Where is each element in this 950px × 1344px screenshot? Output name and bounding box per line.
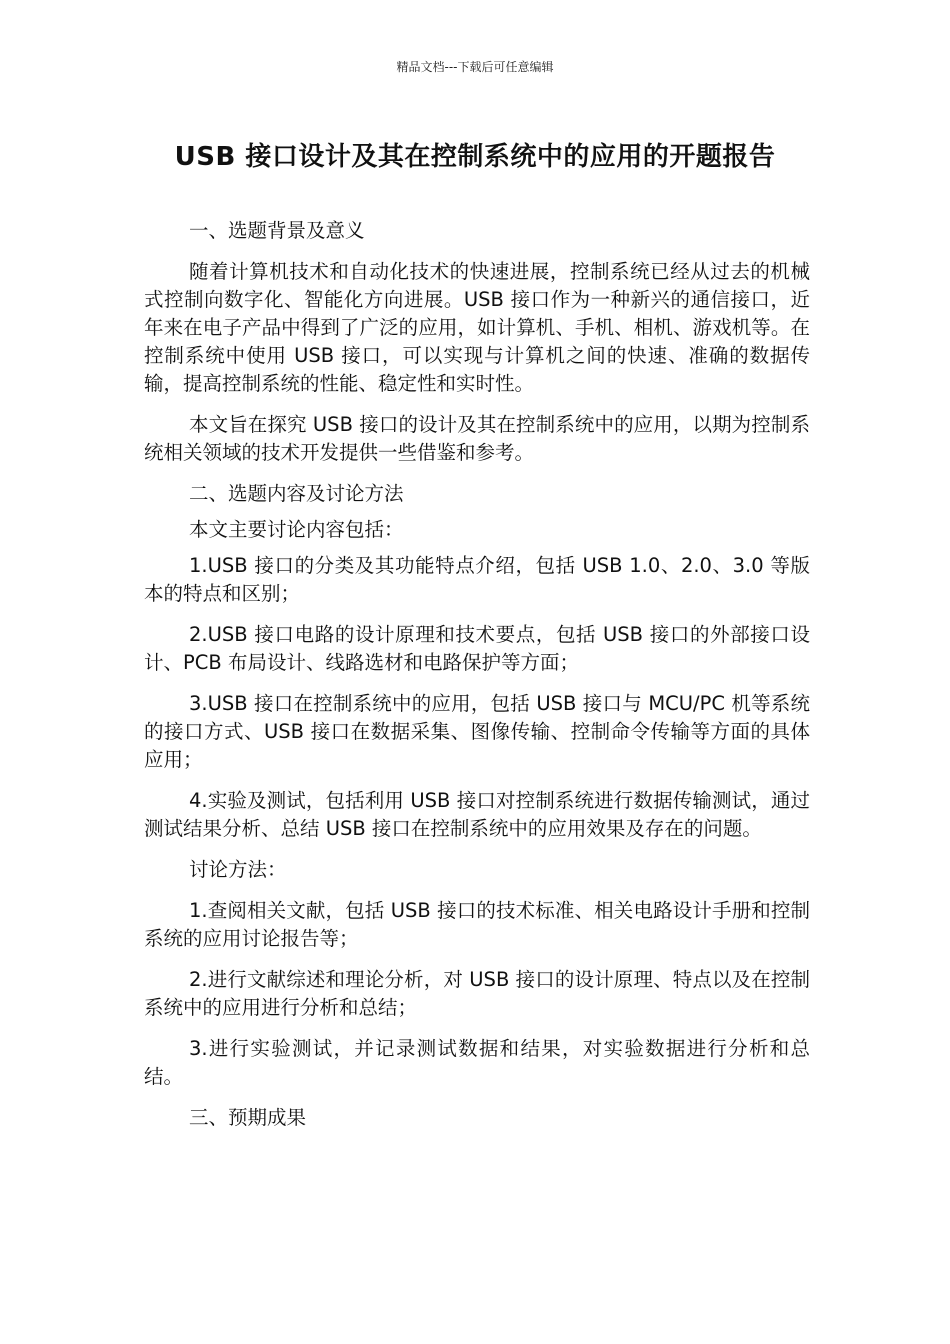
document-body (144, 217, 810, 1132)
header-note: 精品文档---下载后可任意编辑 (396, 60, 554, 74)
section-heading-background: 一、选题背景及意义 (189, 219, 365, 242)
list-item-content-1: 1.USB 接口的分类及其功能特点介绍，包括 USB 1.0、2.0、3.0 等版本的特点和区别； (144, 554, 810, 605)
paragraph-purpose: 本文旨在探究 USB 接口的设计及其在控制系统中的应用，以期为控制系统相关领域的技术开发提供一些借鉴和参考。 (144, 413, 810, 464)
paragraph-methods-intro: 讨论方法： (189, 858, 287, 881)
list-item-method-1: 1.查阅相关文献，包括 USB 接口的技术标准、相关电路设计手册和控制系统的应用讨论报告等； (144, 899, 810, 950)
document-title: USB 接口设计及其在控制系统中的应用的开题报告 (174, 142, 776, 172)
list-item-content-2: 2.USB 接口电路的设计原理和技术要点，包括 USB 接口的外部接口设计、PCB 布局设计、线路选材和电路保护等方面； (144, 623, 810, 674)
list-item-method-2: 2.进行文献综述和理论分析，对 USB 接口的设计原理、特点以及在控制系统中的应用进行分析和总结； (144, 968, 810, 1019)
paragraph-background: 随着计算机技术和自动化技术的快速进展，控制系统已经从过去的机械式控制向数字化、智能化方向进展。USB 接口作为一种新兴的通信接口，近年来在电子产品中得到了广泛的应用，如计算机、手机、相机、游戏机等。在控制系统中使用 USB 接口，可以实现与计算机之间的快速、准确的数据传输，提高控制系统的性能、稳定性和实时性。 (144, 260, 810, 395)
list-item-content-4: 4.实验及测试，包括利用 USB 接口对控制系统进行数据传输测试，通过测试结果分析、总结 USB 接口在控制系统中的应用效果及存在的问题。 (144, 789, 810, 840)
section-heading-expected-results: 三、预期成果 (189, 1106, 307, 1129)
list-item-content-3: 3.USB 接口在控制系统中的应用，包括 USB 接口与 MCU/PC 机等系统的接口方式、USB 接口在数据采集、图像传输、控制命令传输等方面的具体应用； (144, 692, 810, 771)
section-heading-content-methods: 二、选题内容及讨论方法 (189, 482, 404, 505)
list-item-method-3: 3.进行实验测试，并记录测试数据和结果，对实验数据进行分析和总结。 (144, 1037, 810, 1088)
paragraph-content-intro: 本文主要讨论内容包括： (189, 518, 404, 541)
